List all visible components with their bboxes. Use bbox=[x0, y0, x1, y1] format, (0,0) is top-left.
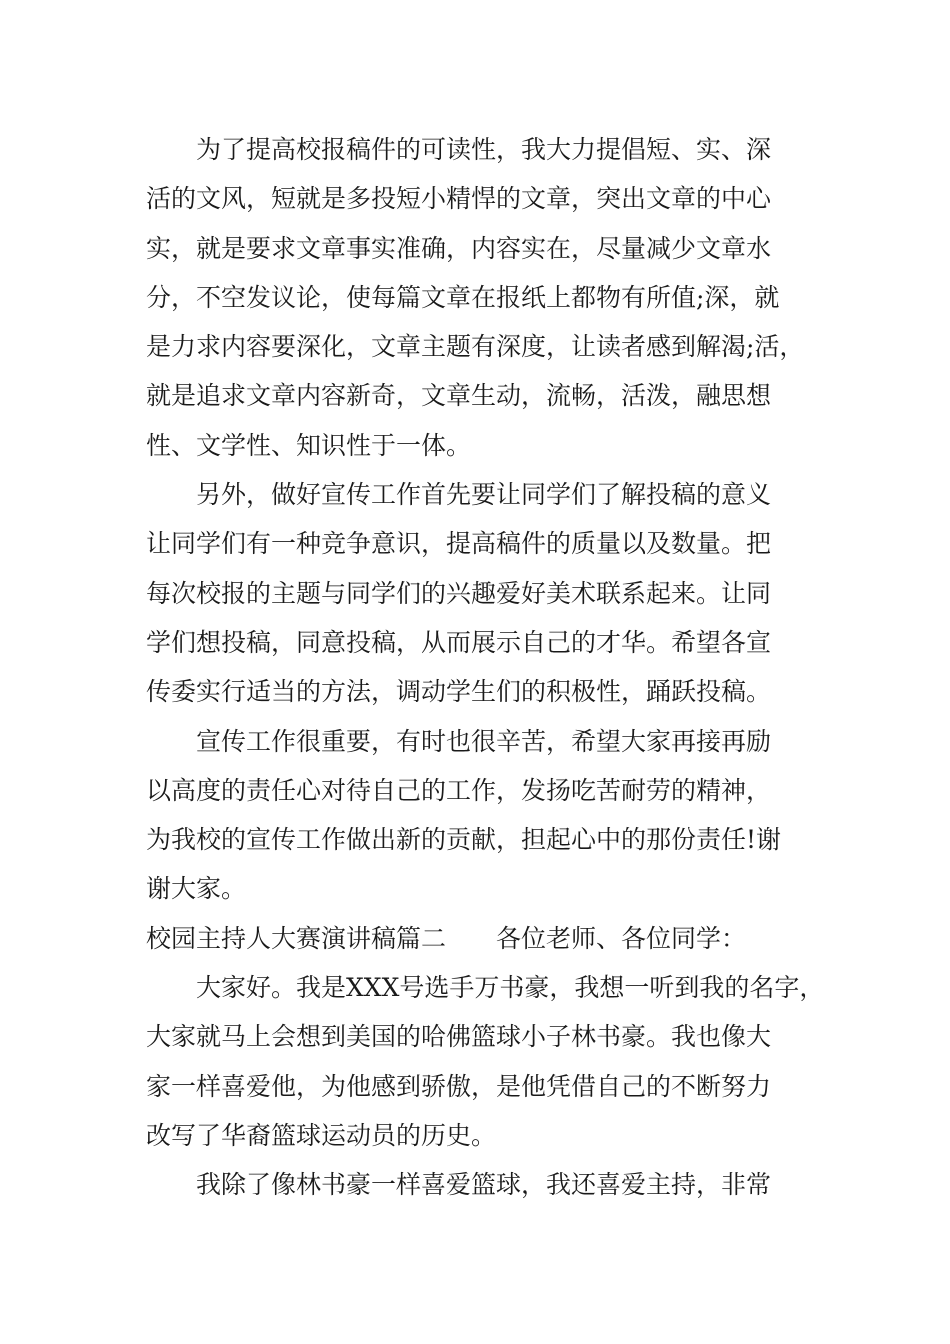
text-line: 就是追求文章内容新奇，文章生动，流畅，活泼，融思想 bbox=[146, 381, 772, 411]
text-line: 改写了华裔篮球运动员的历史。 bbox=[146, 1120, 497, 1150]
section-title: 校园主持人大赛演讲稿篇二 bbox=[146, 923, 447, 953]
text-line: 为了提高校报稿件的可读性，我大力提倡短、实、深 bbox=[196, 135, 772, 164]
salutation: 各位老师、各位同学： bbox=[496, 923, 747, 953]
text-line: 家一样喜爱他，为他感到骄傲，是他凭借自己的不断努力 bbox=[146, 1071, 772, 1101]
text-line: 每次校报的主题与同学们的兴趣爱好美术联系起来。让同 bbox=[146, 578, 772, 608]
paragraph-self-introduction bbox=[146, 963, 836, 1160]
paragraph-writing-style bbox=[146, 125, 836, 470]
paragraph-hobbies bbox=[146, 1160, 836, 1209]
text-line: 宣传工作很重要，有时也很辛苦，希望大家再接再励 bbox=[196, 726, 772, 756]
paragraph-closing-thanks bbox=[146, 717, 836, 914]
text-line: 是力求内容要深化，文章主题有深度，让读者感到解渴;活， bbox=[146, 332, 805, 362]
text-line: 大家好。我是XXX号选手万书豪，我想一听到我的名字， bbox=[196, 973, 825, 1003]
text-line: 活的文风，短就是多投短小精悍的文章，突出文章的中心 bbox=[146, 184, 772, 214]
document-body bbox=[146, 125, 836, 1210]
text-line: 学们想投稿，同意投稿，从而展示自己的才华。希望各宣 bbox=[146, 627, 772, 657]
paragraph-publicity-work bbox=[146, 470, 836, 716]
text-line: 我除了像林书豪一样喜爱篮球，我还喜爱主持，非常 bbox=[196, 1170, 772, 1200]
text-line: 另外，做好宣传工作首先要让同学们了解投稿的意义 bbox=[196, 480, 772, 510]
text-line: 分，不空发议论，使每篇文章在报纸上都物有所值;深，就 bbox=[146, 282, 780, 312]
text-line: 传委实行适当的方法，调动学生们的积极性，踊跃投稿。 bbox=[146, 677, 772, 707]
text-line: 谢大家。 bbox=[146, 874, 247, 904]
text-line: 为我校的宣传工作做出新的贡献，担起心中的那份责任!谢 bbox=[146, 825, 782, 855]
text-line: 性、文学性、知识性于一体。 bbox=[146, 430, 472, 460]
text-line: 大家就马上会想到美国的哈佛篮球小子林书豪。我也像大 bbox=[146, 1022, 772, 1052]
section-heading bbox=[146, 914, 836, 963]
text-line: 以高度的责任心对待自己的工作，发扬吃苦耐劳的精神， bbox=[146, 775, 772, 805]
text-line: 实，就是要求文章事实准确，内容实在，尽量减少文章水 bbox=[146, 233, 772, 263]
text-line: 让同学们有一种竞争意识，提高稿件的质量以及数量。把 bbox=[146, 529, 772, 559]
